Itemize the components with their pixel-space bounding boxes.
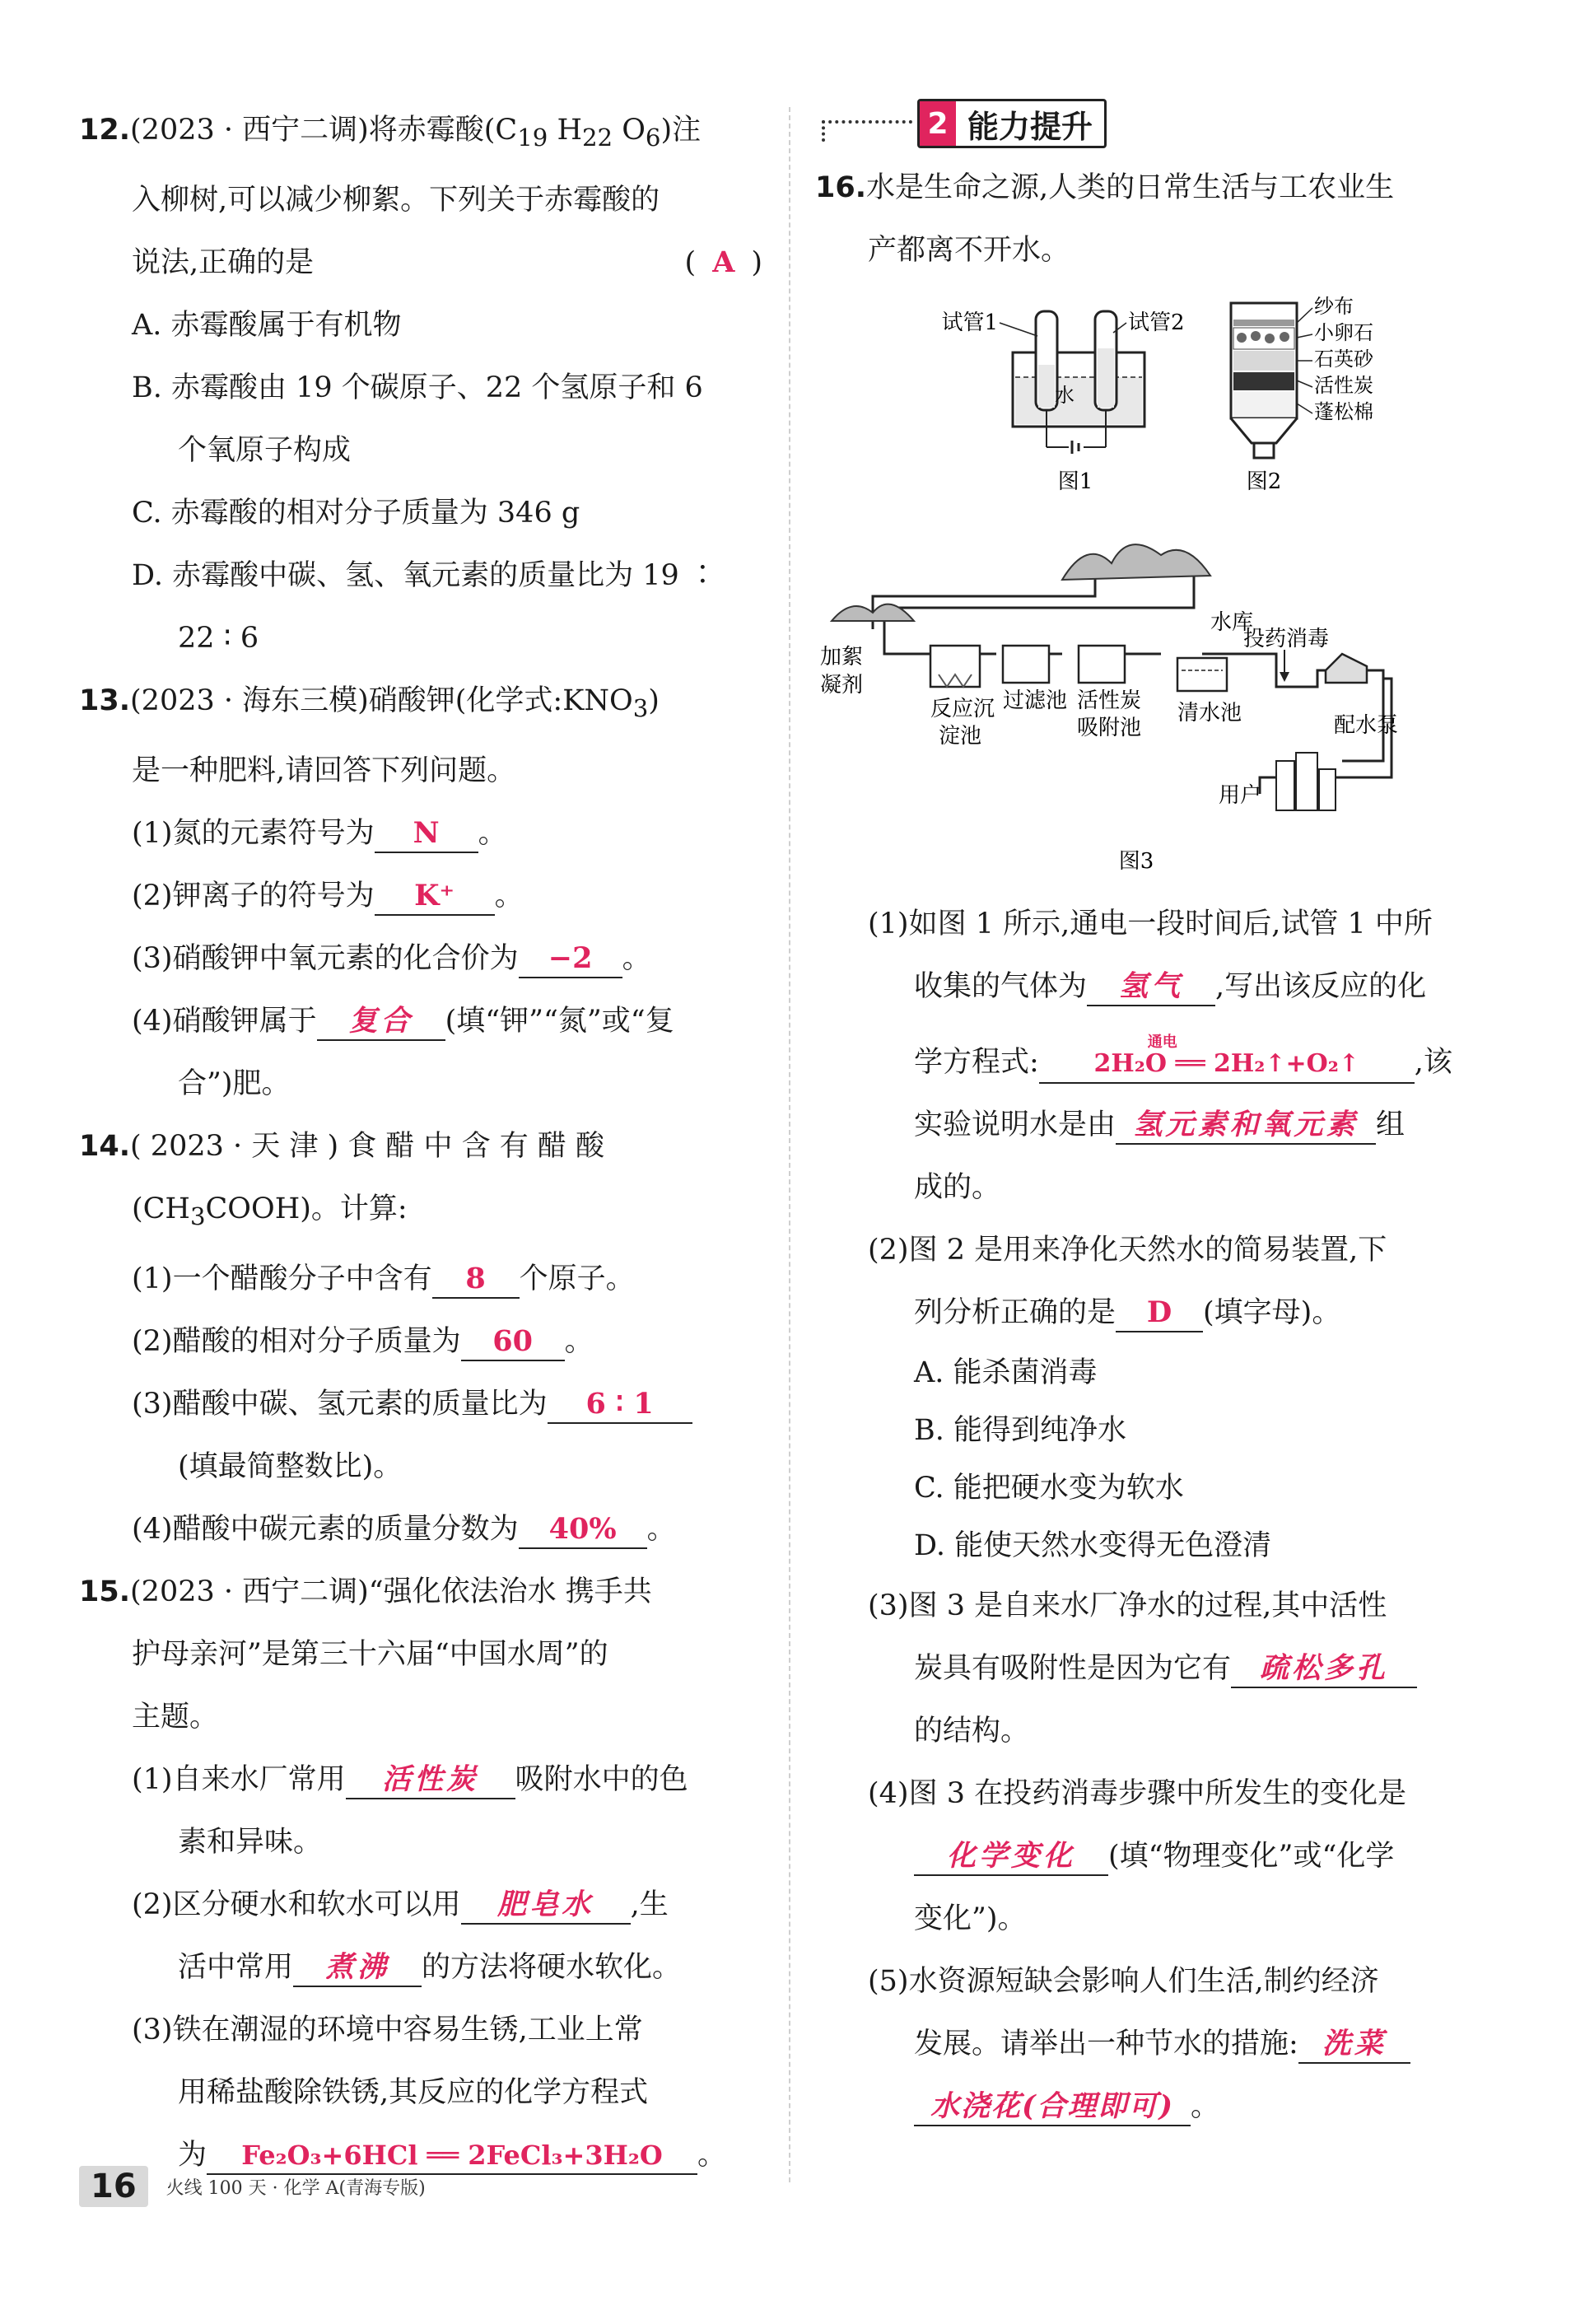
- svg-text:吸附池: 吸附池: [1077, 716, 1142, 740]
- option-b: B. 能得到纯净水: [914, 1414, 1126, 1447]
- option-c: C. 赤霉酸的相对分子质量为 346 g: [132, 497, 580, 530]
- right-column: [815, 91, 1499, 2138]
- section-header: [815, 91, 1499, 148]
- svg-text:活性炭: 活性炭: [1077, 688, 1142, 713]
- svg-text:纱布: 纱布: [1314, 295, 1354, 318]
- question-number: 13.: [79, 684, 131, 717]
- option-c: C. 能把硬水变为软水: [914, 1472, 1184, 1505]
- option-a: A. 能杀菌消毒: [914, 1356, 1098, 1389]
- question-12: 12.(2023 · 西宁二调)将赤霉酸($C_{19}$ $H_{22}$ $O_6$)注 入柳树,可以减少柳絮。下列关于赤霉酸的 说法,正确的是 ( A ) A. 赤霉酸属于有机物 B. 赤霉酸由 19 个碳原子、22 个氢原子和 6 个氧原子构成 C. 赤霉酸的相对分子质量为 346 g D. 赤霉酸中碳、氢、氧元素的质量比为 19 ∶ 22 ∶ 6: [79, 114, 762, 655]
- option-a: A. 赤霉酸属于有机物: [132, 309, 402, 342]
- question-number: 15.: [79, 1575, 131, 1608]
- carbon-layer: [1233, 372, 1294, 390]
- answer-blank: 氢气: [1087, 968, 1215, 1006]
- page-footer: [79, 2166, 426, 2207]
- answer-blank: D: [1116, 1295, 1203, 1332]
- answer-blank: 水浇花(合理即可): [914, 2088, 1191, 2126]
- figure-3-caption: 图3: [1118, 849, 1154, 874]
- svg-text:用户: 用户: [1219, 783, 1262, 808]
- option-d: D. 赤霉酸中碳、氢、氧元素的质量比为 19 ∶: [132, 559, 717, 592]
- clear-water-tank: [1177, 658, 1227, 691]
- electrolysis-and-filter-diagram: [815, 287, 1499, 525]
- answer-blank: 6 ∶ 1: [548, 1386, 692, 1424]
- figure-3: [815, 530, 1499, 893]
- svg-text:小卵石: 小卵石: [1314, 321, 1373, 344]
- answer-blank: 氢元素和氧元素: [1116, 1107, 1376, 1145]
- figure-1-2: [815, 287, 1499, 525]
- svg-text:活性炭: 活性炭: [1314, 374, 1373, 397]
- pump-house: [1326, 654, 1367, 683]
- question-14: 14.( 2023 · 天 津 ) 食 醋 中 含 有 醋 酸 $(CH_3COOH)$。计算: (1)一个醋酸分子中含有 8 个原子。 (2)醋酸的相对分子质量为 60 。 (3)醋酸中碳、氢元素的质量比为 6 ∶ 1 (填最简整数比)。 (4)醋酸中碳元素的质量分数为 40% 。: [79, 1115, 762, 1561]
- svg-text:加絮: 加絮: [820, 645, 864, 670]
- gauze-layer: [1233, 320, 1294, 326]
- carbon-tank: [1079, 646, 1125, 683]
- svg-text:反应沉: 反应沉: [930, 697, 995, 721]
- svg-text:配水泵: 配水泵: [1334, 713, 1399, 738]
- svg-text:凝剂: 凝剂: [820, 673, 864, 698]
- filter-tank: [1003, 646, 1049, 683]
- water-label: 水: [1055, 384, 1075, 407]
- svg-text:清水池: 清水池: [1177, 701, 1242, 726]
- answer-choice: A: [712, 245, 735, 279]
- figure-1-caption: 图1: [1057, 469, 1093, 494]
- answer-bracket: ( A ): [684, 245, 762, 279]
- svg-text:蓬松棉: 蓬松棉: [1314, 400, 1373, 423]
- tube2-label: 试管2: [1128, 310, 1185, 335]
- tube1-label: 试管1: [941, 310, 998, 335]
- question-number: 12.: [79, 114, 131, 147]
- user-buildings: [1276, 761, 1294, 810]
- answer-blank: K⁺: [375, 878, 495, 916]
- question-number: 14.: [79, 1130, 131, 1163]
- book-title: 火线 100 天 · 化学 A(青海专版): [165, 2177, 426, 2199]
- reaction-tank: [930, 646, 980, 687]
- option-b: B. 赤霉酸由 19 个碳原子、22 个氢原子和 6: [132, 371, 703, 404]
- answer-blank: 40%: [519, 1511, 647, 1549]
- question-15: 15.(2023 · 西宁二调)“强化依法治水 携手共 护母亲河”是第三十六届“中国水周”的 主题。 (1)自来水厂常用 活性炭 吸附水中的色 素和异味。 (2)区分硬水和软水可以用 肥皂水 ,生 活中常用 煮沸 的方法将硬水软化。 (3)铁在潮湿的环境中容易生锈,工业上常 用稀盐酸除铁锈,其反应的化学方程式 为 Fe₂O₃+6HCl ══ 2FeCl₃+3H₂O 。: [79, 1561, 762, 2186]
- answer-blank: 复合: [317, 1003, 445, 1041]
- question-number: 16.: [815, 171, 867, 204]
- left-column: [79, 99, 762, 2186]
- answer-blank: 肥皂水: [461, 1887, 631, 1925]
- answer-blank: 洗菜: [1298, 2026, 1410, 2064]
- section-title: 能力提升: [967, 108, 1093, 145]
- column-divider: [789, 107, 790, 2182]
- water-plant-diagram: [815, 530, 1499, 893]
- answer-blank: 煮沸: [293, 1949, 422, 1987]
- answer-blank: 疏松多孔: [1231, 1650, 1417, 1688]
- answer-blank: N: [375, 815, 478, 853]
- question-16: 16.水是生命之源,人类的日常生活与工农业生 产都离不开水。 试管1 试管2 水 图1 纱布 小卵石 石英砂 活性炭 蓬松棉 图2 水库 加絮 凝剂 反应沉 淀池 过滤池 活性炭 吸附池 清水池 投药消毒 配水泵 用户 图3 (1)如图 1 所示,通电一段时间后,试管 1 中所 收集的气体为 氢气 ,写出该反应的化 学方程式: 通电 2H₂O ══ 2H₂↑+O₂↑ ,该 实验说明水是由 氢元素和氧元素 组 成的。 (2)图 2 是用来净化天然水的简易装置,下 列分析正确的是 D (填字母)。 A. 能杀菌消毒 B. 能得到纯净水 C. 能把硬水变为软水 D. 能使天然水变得无色澄清 (3)图 3 是自来水厂净水的过程,其中活性 炭具有吸附性是因为它有 疏松多孔 的结构。 (4)图 3 在投药消毒步骤中所发生的变化是 化学变化 (填“物理变化”或“化学 变化”)。 (5)水资源短缺会影响人们生活,制约经济 发展。请举出一种节水的措施: 洗菜 水浇花(合理即可) 。: [815, 156, 1499, 2138]
- section-number: 2: [920, 101, 956, 146]
- figure-2-caption: 图2: [1246, 469, 1282, 494]
- svg-text:淀池: 淀池: [939, 724, 982, 749]
- option-d: D. 能使天然水变得无色澄清: [914, 1529, 1272, 1562]
- sand-layer: [1233, 351, 1294, 371]
- page-number: 16: [79, 2166, 148, 2207]
- svg-text:投药消毒: 投药消毒: [1243, 627, 1330, 651]
- answer-blank: −2: [519, 940, 622, 978]
- svg-text:过滤池: 过滤池: [1003, 688, 1068, 713]
- question-13: 13.(2023 · 海东三模)硝酸钾(化学式$:KNO_3$) 是一种肥料,请回答下列问题。 (1)氮的元素符号为 N 。 (2)钾离子的符号为 K⁺ 。 (3)硝酸钾中氧元素的化合价为 −2 。 (4)硝酸钾属于 复合 (填“钾”“氮”或“复 合”)肥。: [79, 684, 674, 1100]
- answer-blank: 化学变化: [914, 1838, 1108, 1876]
- answer-blank: 活性炭: [346, 1762, 515, 1799]
- reservoir-label: 水库: [1210, 610, 1254, 635]
- equation-blank: 通电 2H₂O ══ 2H₂↑+O₂↑: [1039, 1046, 1415, 1084]
- answer-blank: Fe₂O₃+6HCl ══ 2FeCl₃+3H₂O: [207, 2137, 697, 2175]
- answer-blank: 8: [432, 1261, 520, 1299]
- svg-text:石英砂: 石英砂: [1314, 348, 1373, 371]
- reservoir-icon: [1062, 544, 1210, 580]
- answer-blank: 60: [461, 1323, 565, 1361]
- cotton-layer: [1233, 392, 1294, 417]
